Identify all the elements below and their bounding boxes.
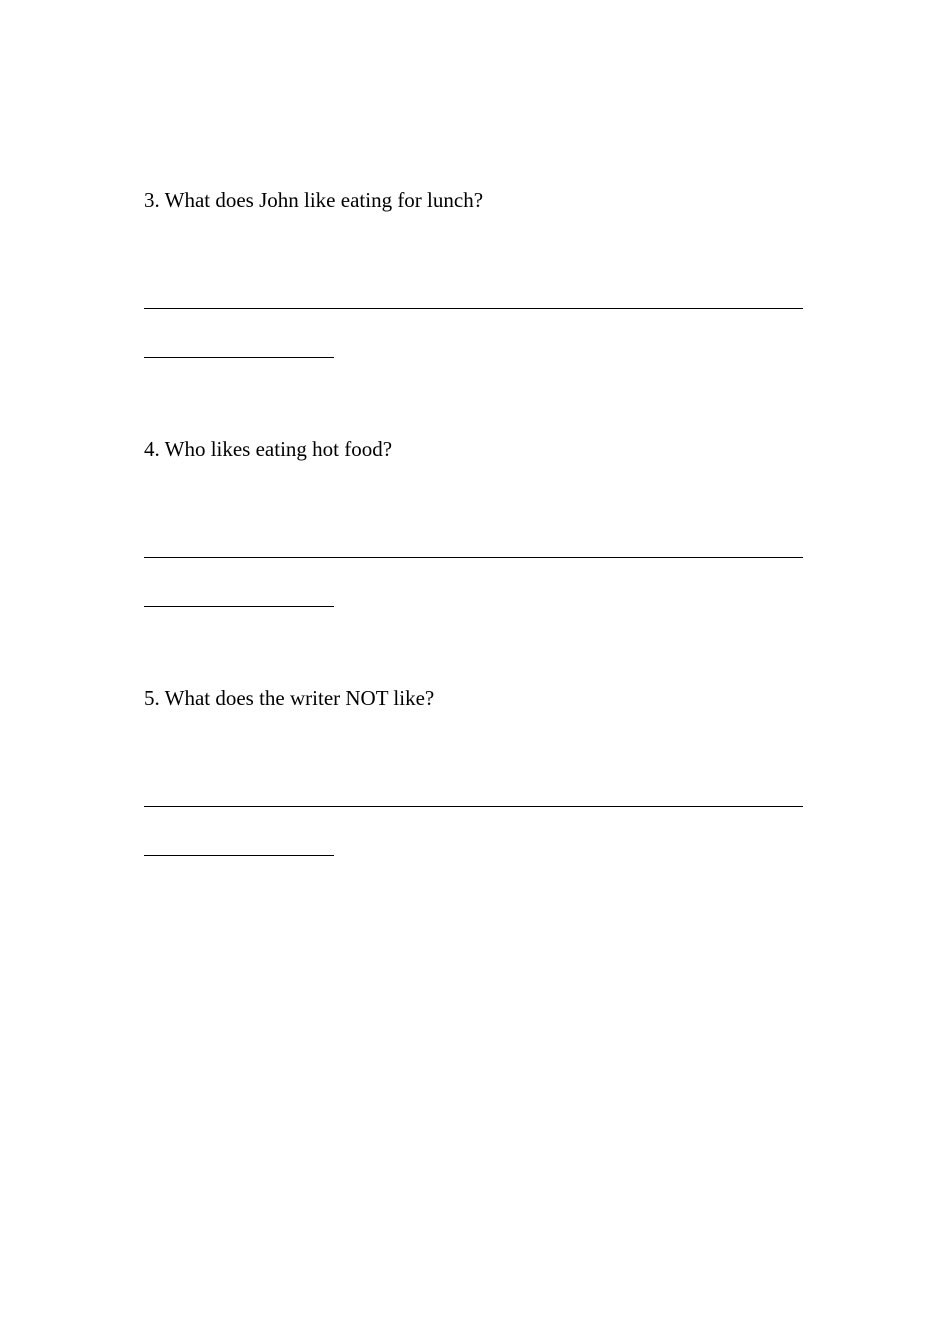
question-4-answer-line-2 xyxy=(144,606,334,607)
question-3-text: 3. What does John like eating for lunch? xyxy=(144,188,484,212)
question-4-answer-line-1 xyxy=(144,557,803,558)
question-3-answer-line-2 xyxy=(144,357,334,358)
question-5-answer-line-2 xyxy=(144,855,334,856)
question-3-answer-line-1 xyxy=(144,308,803,309)
question-5-answer-line-1 xyxy=(144,806,803,807)
question-5-text: 5. What does the writer NOT like? xyxy=(144,686,435,710)
question-4-text: 4. Who likes eating hot food? xyxy=(144,437,393,461)
